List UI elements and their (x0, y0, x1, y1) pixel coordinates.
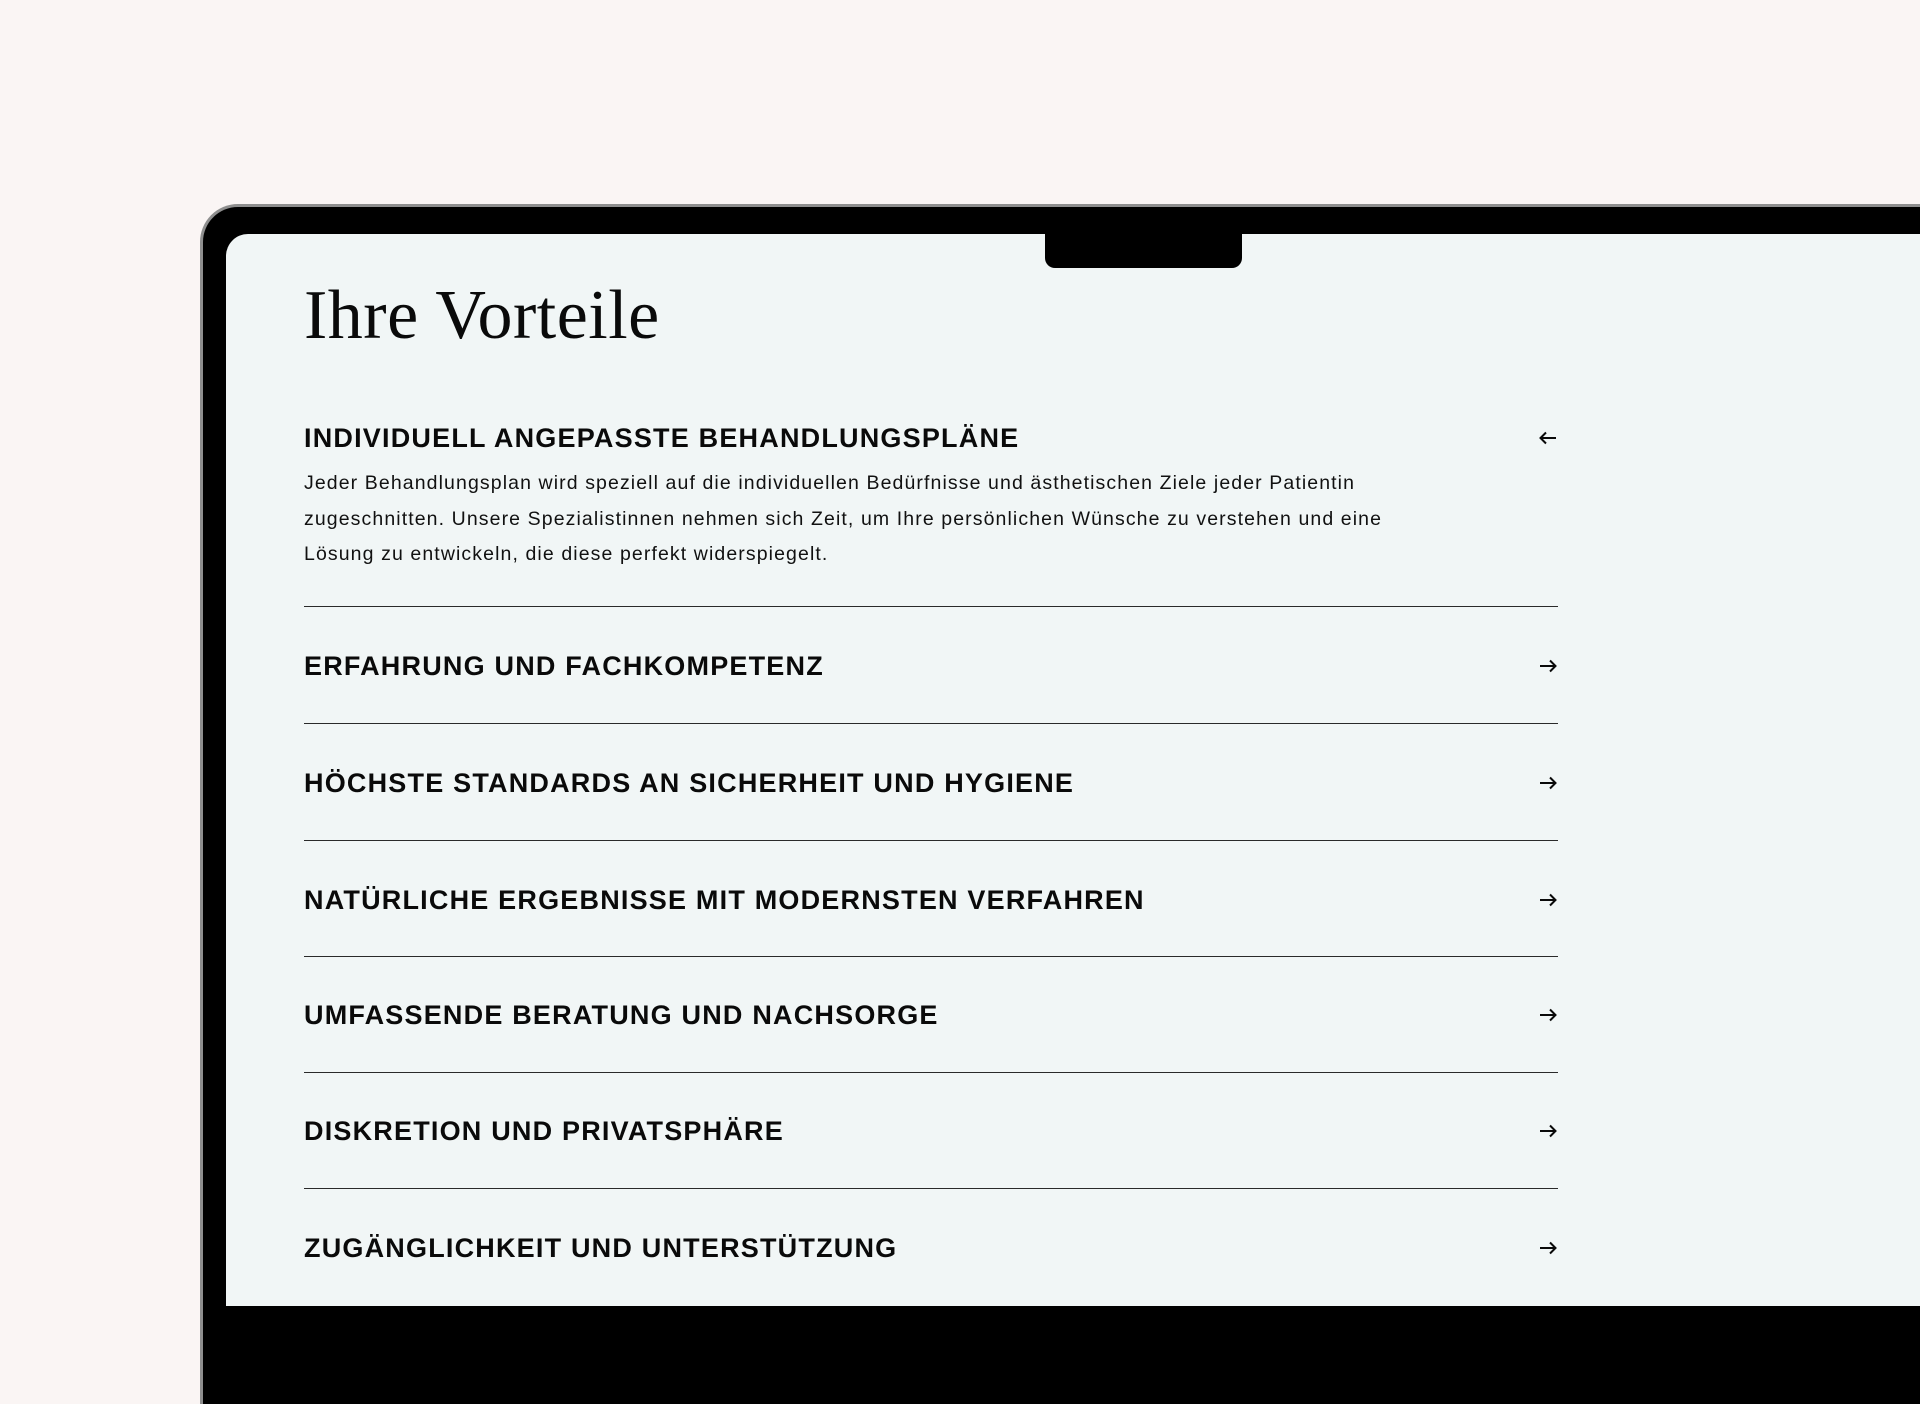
divider (304, 1072, 1558, 1073)
accordion-item-label: ERFAHRUNG UND FACHKOMPETENZ (304, 651, 824, 681)
accordion-item-label: HÖCHSTE STANDARDS AN SICHERHEIT UND HYGIENE (304, 768, 1075, 798)
divider (304, 840, 1558, 841)
accordion-header[interactable] (304, 880, 1558, 920)
accordion-header[interactable] (304, 1228, 1558, 1268)
arrow-right-icon[interactable] (1538, 1238, 1558, 1258)
accordion-item-discretion[interactable] (304, 1111, 1558, 1151)
camera-notch (1045, 233, 1242, 268)
accordion-item-body: Jeder Behandlungsplan wird speziell auf die individuellen Bedürfnisse und ästhetischen Ziele jeder Patientin zugeschnitten. Unsere Spezialistinnen nehmen sich Zeit, um Ihre persönlichen Wünsche zu verstehen und eine Lösung zu entwickeln, die diese perfekt widerspiegelt. (304, 472, 1383, 565)
arrow-right-icon[interactable] (1538, 1005, 1558, 1025)
accordion-item-label: INDIVIDUELL ANGEPASSTE BEHANDLUNGSPLÄNE (304, 423, 1020, 453)
accordion-item-experience[interactable] (304, 646, 1558, 686)
accordion-item-consultation[interactable] (304, 995, 1558, 1035)
accordion-header[interactable] (304, 1111, 1558, 1151)
divider (304, 1188, 1558, 1189)
accordion-item-accessibility[interactable] (304, 1228, 1558, 1268)
accordion-header[interactable] (304, 763, 1558, 803)
accordion-item-treatment-plans (304, 418, 1558, 565)
divider (304, 606, 1558, 607)
divider (304, 723, 1558, 724)
arrow-left-icon[interactable] (1538, 428, 1558, 448)
arrow-right-icon[interactable] (1538, 890, 1558, 910)
arrow-right-icon[interactable] (1538, 773, 1558, 793)
accordion-item-safety[interactable] (304, 763, 1558, 803)
arrow-right-icon[interactable] (1538, 1121, 1558, 1141)
arrow-right-icon[interactable] (1538, 656, 1558, 676)
accordion-header[interactable] (304, 418, 1558, 458)
accordion-item-natural-results[interactable] (304, 880, 1558, 920)
accordion-item-label: ZUGÄNGLICHKEIT UND UNTERSTÜTZUNG (304, 1233, 898, 1263)
page-title: Ihre Vorteile (304, 277, 660, 354)
accordion-item-label: DISKRETION UND PRIVATSPHÄRE (304, 1116, 784, 1146)
divider (304, 956, 1558, 957)
accordion-header[interactable] (304, 646, 1558, 686)
accordion-item-label: UMFASSENDE BERATUNG UND NACHSORGE (304, 1000, 939, 1030)
accordion-item-label: NATÜRLICHE ERGEBNISSE MIT MODERNSTEN VERFAHREN (304, 885, 1145, 915)
accordion-header[interactable] (304, 995, 1558, 1035)
